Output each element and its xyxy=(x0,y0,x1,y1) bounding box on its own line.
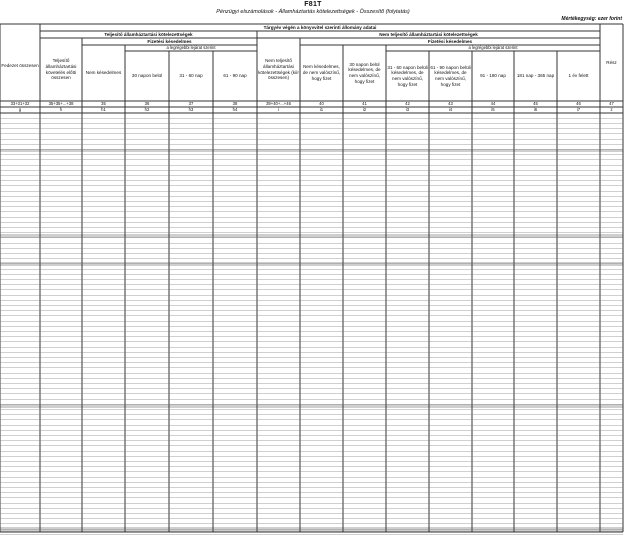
group-header-top: Tárgyév végén a könyvvitel szerinti állomány adatai xyxy=(263,24,377,30)
col-header-c14: 1 év felett xyxy=(568,73,589,79)
subsubheader-right: a legrégebbi lejárat szerint xyxy=(468,45,518,51)
formula-cell-4: 36 xyxy=(144,101,150,107)
col-header-c11: 61 - 90 napon belüli késedelmes, de nem valószínű, hogy fizet xyxy=(430,64,471,87)
col-header-c3: Nem késedelmes xyxy=(85,70,122,76)
col-header-c1: Fedezet összesen xyxy=(1,63,39,69)
code-cell-11: i4 xyxy=(448,107,453,113)
form-subtitle: Pénzügyi elszámolások - Államháztartás kötelezettségek - Összesítő (folytatás) xyxy=(216,9,410,15)
col-header-c15: Rész xyxy=(606,59,617,65)
group-header-left: Teljesítő államháztartási kötelezettségek xyxy=(104,31,193,37)
code-cell-7: i xyxy=(278,107,279,113)
group-header-right: Nem teljesítő államháztartási kötelezettségek xyxy=(379,31,478,37)
formula-cell-11: 43 xyxy=(448,101,453,107)
code-cell-9: i2 xyxy=(362,107,367,113)
col-header-c2: Teljesítő államháztartási követelés előtti összesen xyxy=(45,58,77,81)
col-header-c5: 31 - 60 nap xyxy=(179,73,203,79)
formula-cell-13: 45 xyxy=(533,101,538,107)
formula-cell-14: 46 xyxy=(576,101,581,107)
formula-cell-8: 40 xyxy=(319,101,324,107)
code-cell-12: i5 xyxy=(491,107,495,113)
formula-cell-2: 35+35+...+38 xyxy=(48,101,74,107)
formula-cell-3: 35 xyxy=(101,101,106,107)
col-header-c6: 61 - 90 nap xyxy=(223,73,247,79)
code-cell-8: i1 xyxy=(319,107,324,113)
code-cell-10: i3 xyxy=(405,107,410,113)
col-header-c12: 91 - 180 nap xyxy=(480,73,506,79)
subheader-right: Fizetési késedelmes xyxy=(427,38,473,44)
subsubheader-left: a legrégebbi lejárat szerint xyxy=(166,45,216,51)
col-header-c4: 30 napon belül xyxy=(131,73,163,79)
code-cell-2: h xyxy=(59,107,63,113)
col-header-c8: Nem késedelmes, de nem valószínű, hogy fizet xyxy=(302,64,341,81)
formula-cell-15: 47 xyxy=(609,101,614,107)
formula-cell-10: 42 xyxy=(405,101,410,107)
code-cell-15: z xyxy=(610,107,613,113)
formula-cell-1: 33+31+32 xyxy=(10,101,30,107)
col-header-c9: 30 napon belül késedelmes, de nem valószínű, hogy fizet xyxy=(348,61,381,84)
formula-cell-6: 38 xyxy=(232,101,238,107)
code-cell-4: h2 xyxy=(144,107,150,113)
code-cell-1: g xyxy=(18,107,22,113)
code-cell-6: h4 xyxy=(232,107,238,113)
form-code: F81T xyxy=(304,1,322,8)
formula-cell-12: 44 xyxy=(490,101,496,107)
formula-cell-7: 39+40+...+46 xyxy=(266,101,291,107)
formula-cell-9: 41 xyxy=(362,101,367,107)
unit-label: Mértékegység: ezer forint xyxy=(561,16,622,22)
formula-cell-5: 37 xyxy=(188,101,194,107)
code-cell-14: i7 xyxy=(576,107,581,113)
code-cell-13: i6 xyxy=(533,107,538,113)
code-cell-3: h1 xyxy=(101,107,106,113)
col-header-c13: 181 nap - 365 nap xyxy=(516,73,555,79)
col-header-c10: 31 - 60 napon belüli késedelmes, de nem valószínű, hogy fizet xyxy=(387,64,428,87)
code-cell-5: h3 xyxy=(188,107,194,113)
subheader-left: Fizetési késedelmes xyxy=(147,38,192,44)
col-header-c7: Nem teljesítő államháztartási kötelezettségek (kiír összesen) xyxy=(258,58,299,81)
